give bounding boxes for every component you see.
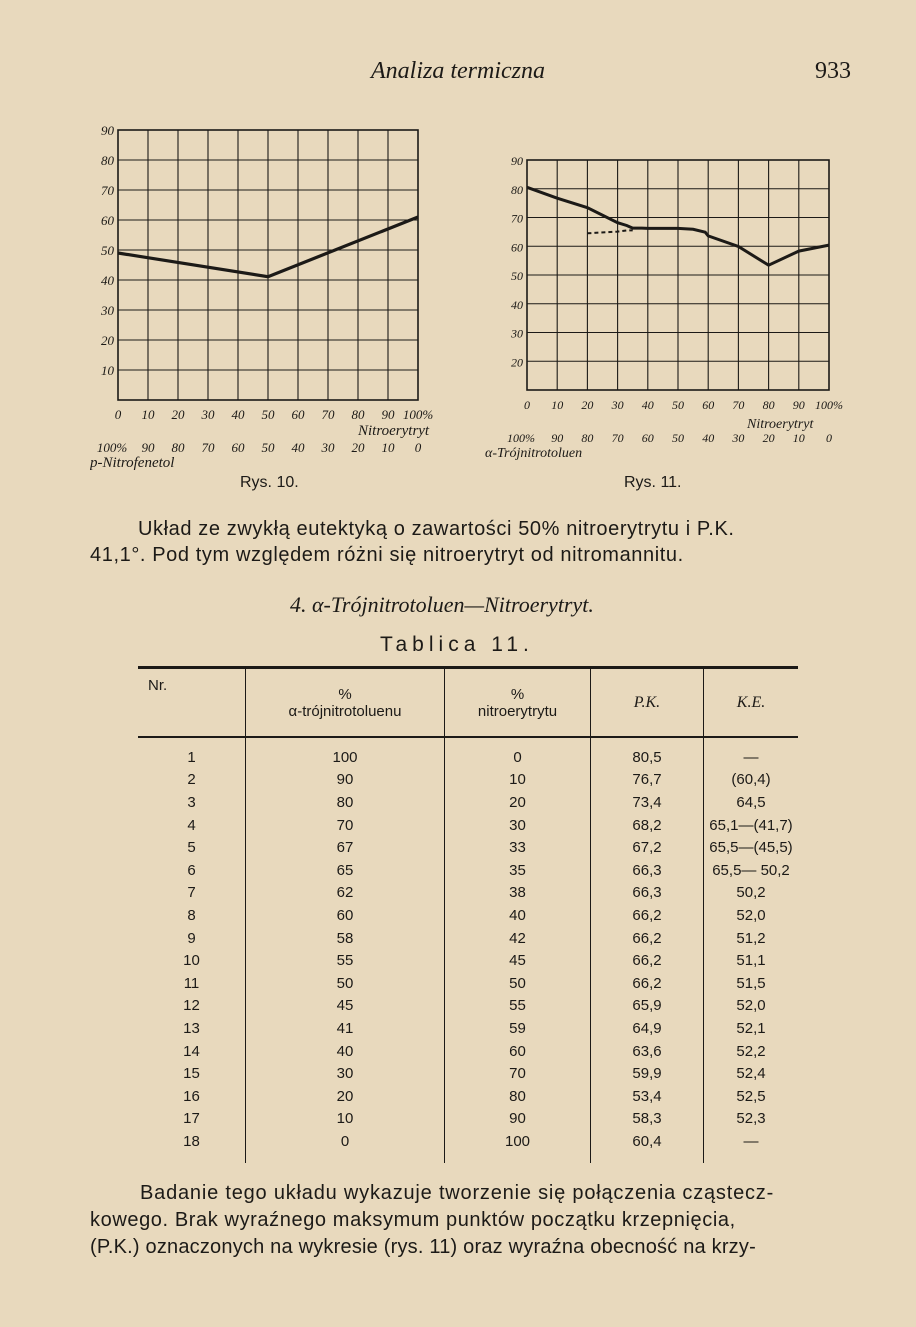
x-tick-label: 30	[321, 440, 335, 455]
cell-nr: 17	[183, 1110, 200, 1128]
cell-ke: 50,2	[704, 882, 799, 905]
table-row	[138, 882, 798, 905]
x-tick-label: 70	[321, 407, 335, 422]
cell-b-percent: 59	[445, 1017, 591, 1040]
x-tick-label: 100%	[507, 431, 535, 445]
cell-a-percent: 45	[246, 995, 445, 1018]
y-tick-label: 50	[101, 243, 114, 258]
cell-nr: 14	[183, 1042, 200, 1060]
header-a	[246, 668, 445, 738]
cell-a-percent: 90	[246, 769, 445, 792]
cell-b-percent: 20	[445, 791, 591, 814]
cell-b-percent: 50	[445, 972, 591, 995]
cell-b-percent: 80	[445, 1085, 591, 1108]
cell-nr: 1	[187, 748, 196, 766]
y-tick-label: 30	[511, 326, 523, 341]
cell-pk: 64,9	[591, 1017, 704, 1040]
cell-pk: 68,2	[591, 814, 704, 837]
header-ke: K.E.	[704, 668, 799, 738]
cell-ke: (60,4)	[704, 769, 799, 792]
cell-pk: 63,6	[591, 1040, 704, 1063]
cell-ke: 64,5	[704, 791, 799, 814]
table-row	[138, 836, 798, 859]
fig10-x-ticks-bottom	[97, 440, 422, 455]
cell-pk: 80,5	[591, 737, 704, 769]
cell-nr: 4	[187, 816, 196, 834]
x-tick-label: 30	[732, 431, 745, 445]
y-tick-label: 20	[511, 355, 523, 370]
x-tick-label: 20	[171, 407, 185, 422]
header-b-percent: %	[510, 685, 525, 703]
table-row	[138, 1085, 798, 1108]
cell-a-percent: 60	[246, 904, 445, 927]
header-b-name: nitroerytrytu	[477, 702, 558, 720]
cell-ke: 52,2	[704, 1040, 799, 1063]
x-tick-label: 40	[291, 440, 305, 455]
cell-b-percent: 30	[445, 814, 591, 837]
fig10-x-label-bottom: p-Nitrofenetol	[90, 455, 175, 470]
cell-pk: 66,2	[591, 927, 704, 950]
cell-b-percent: 70	[445, 1062, 591, 1085]
fig10-grid	[118, 130, 418, 400]
cell-a-percent: 100	[246, 737, 445, 769]
cell-pk: 66,2	[591, 949, 704, 972]
fig11-y-ticks	[510, 154, 523, 369]
x-tick-label: 40	[641, 398, 654, 412]
cell-ke: 65,5—(45,5)	[704, 836, 799, 859]
y-tick-label: 10	[101, 363, 114, 378]
cell-pk: 53,4	[591, 1085, 704, 1108]
fig10-x-label-top: Nitroerytryt	[358, 423, 430, 439]
x-tick-label: 80	[581, 431, 594, 445]
cell-a-percent: 10	[246, 1108, 445, 1131]
fig10-caption: Rys. 10.	[240, 474, 299, 491]
cell-a-percent: 80	[246, 791, 445, 814]
table-11	[138, 666, 798, 1163]
x-tick-label: 50	[261, 440, 275, 455]
y-tick-label: 60	[101, 213, 114, 228]
fig11-x-ticks-bottom	[507, 431, 832, 445]
cell-a-percent: 70	[246, 814, 445, 837]
cell-nr: 12	[183, 997, 200, 1015]
table-row	[138, 737, 798, 769]
x-tick-label: 70	[732, 398, 745, 412]
cell-pk: 73,4	[591, 791, 704, 814]
fig11-grid	[527, 160, 829, 390]
cell-pk: 67,2	[591, 836, 704, 859]
cell-nr: 16	[183, 1087, 200, 1105]
fig11-caption: Rys. 11.	[624, 474, 682, 491]
x-tick-label: 80	[351, 407, 365, 422]
y-tick-label: 20	[101, 333, 114, 348]
cell-b-percent: 38	[445, 882, 591, 905]
x-tick-label: 90	[141, 440, 155, 455]
cell-ke: 51,2	[704, 927, 799, 950]
x-tick-label: 0	[826, 431, 832, 445]
cell-nr: 13	[183, 1019, 200, 1037]
cell-b-percent: 60	[445, 1040, 591, 1063]
cell-nr: 9	[187, 929, 196, 947]
x-tick-label: 90	[792, 398, 805, 412]
cell-ke: 52,0	[704, 995, 799, 1018]
table-row	[138, 995, 798, 1018]
cell-ke: 52,5	[704, 1085, 799, 1108]
cell-pk: 66,3	[591, 859, 704, 882]
table-row	[138, 904, 798, 927]
x-tick-label: 60	[641, 431, 654, 445]
y-tick-label: 80	[511, 182, 523, 197]
x-tick-label: 50	[672, 431, 684, 445]
x-tick-label: 90	[381, 407, 395, 422]
x-tick-label: 20	[762, 431, 775, 445]
x-tick-label: 100%	[402, 407, 434, 422]
cell-a-percent: 55	[246, 949, 445, 972]
cell-nr: 3	[187, 793, 196, 811]
cell-b-percent: 33	[445, 836, 591, 859]
x-tick-label: 10	[381, 440, 395, 455]
fig11-x-ticks-top	[524, 398, 843, 412]
cell-pk: 59,9	[591, 1062, 704, 1085]
table-row	[138, 814, 798, 837]
fig11-x-label-top: Nitroerytryt	[747, 417, 814, 432]
cell-a-percent: 62	[246, 882, 445, 905]
cell-a-percent: 30	[246, 1062, 445, 1085]
cell-pk: 66,2	[591, 904, 704, 927]
x-tick-label: 80	[171, 440, 185, 455]
x-tick-label: 100%	[96, 440, 128, 455]
cell-ke: 52,0	[704, 904, 799, 927]
cell-a-percent: 50	[246, 972, 445, 995]
y-tick-label: 70	[101, 183, 114, 198]
cell-ke: —	[704, 737, 799, 769]
cell-b-percent: 45	[445, 949, 591, 972]
y-tick-label: 60	[511, 240, 523, 255]
table-title: Tablica 11.	[380, 633, 534, 656]
cell-nr: 18	[183, 1132, 200, 1150]
cell-b-percent: 55	[445, 995, 591, 1018]
x-tick-label: 60	[702, 398, 715, 412]
cell-a-percent: 58	[246, 927, 445, 950]
fig11-dashed-line	[587, 230, 632, 233]
fig10-x-ticks-top	[115, 407, 434, 422]
cell-nr: 6	[187, 861, 196, 879]
header-a-name: α-trójnitrotoluenu	[288, 702, 402, 720]
y-tick-label: 70	[511, 211, 523, 226]
figure-rys-10	[90, 120, 460, 470]
x-tick-label: 40	[702, 431, 715, 445]
table-header-row	[138, 668, 798, 738]
paragraph-2-line-3: (P.K.) oznaczonych na wykresie (rys. 11) oraz wyraźna obecność na krzy-	[90, 1236, 756, 1258]
x-tick-label: 20	[351, 440, 365, 455]
x-tick-label: 80	[762, 398, 775, 412]
table-row	[138, 927, 798, 950]
header-b	[445, 668, 591, 738]
running-header-title: Analiza termiczna	[371, 58, 545, 84]
cell-b-percent: 90	[445, 1108, 591, 1131]
cell-pk: 60,4	[591, 1130, 704, 1163]
x-tick-label: 0	[414, 440, 422, 455]
table-row	[138, 1108, 798, 1131]
cell-b-percent: 10	[445, 769, 591, 792]
cell-ke: —	[704, 1130, 799, 1163]
table-row	[138, 1062, 798, 1085]
paragraph-1-line-2: 41,1°. Pod tym względem różni się nitroerytryt od nitromannitu.	[90, 544, 684, 566]
x-tick-label: 10	[792, 431, 805, 445]
y-tick-label: 40	[511, 297, 523, 312]
y-tick-label: 40	[101, 273, 114, 288]
x-tick-label: 50	[261, 407, 275, 422]
cell-nr: 5	[187, 839, 196, 857]
cell-b-percent: 42	[445, 927, 591, 950]
cell-a-percent: 65	[246, 859, 445, 882]
cell-nr: 2	[187, 771, 196, 789]
table-row	[138, 1040, 798, 1063]
cell-b-percent: 0	[445, 737, 591, 769]
cell-a-percent: 67	[246, 836, 445, 859]
x-tick-label: 40	[231, 407, 245, 422]
cell-pk: 65,9	[591, 995, 704, 1018]
section-heading: 4. α-Trójnitrotoluen—Nitroerytryt.	[290, 592, 594, 617]
figure-rys-11	[485, 140, 860, 470]
x-tick-label: 100%	[815, 398, 843, 412]
y-tick-label: 50	[511, 269, 523, 283]
y-tick-label: 90	[511, 154, 523, 168]
page-number: 933	[815, 58, 851, 84]
cell-ke: 65,1—(41,7)	[704, 814, 799, 837]
x-tick-label: 60	[231, 440, 245, 455]
table-row	[138, 1017, 798, 1040]
x-tick-label: 0	[114, 407, 122, 422]
header-a-percent: %	[338, 685, 352, 703]
cell-nr: 11	[183, 974, 200, 992]
y-tick-label: 80	[101, 153, 114, 168]
cell-nr: 15	[183, 1065, 200, 1083]
table-row	[138, 769, 798, 792]
x-tick-label: 30	[201, 407, 215, 422]
fig11-x-label-bottom: α-Trójnitrotoluen	[485, 446, 583, 461]
cell-nr: 7	[187, 884, 196, 902]
table-row	[138, 791, 798, 814]
paragraph-2-line-1: Badanie tego układu wykazuje tworzenie się połączenia cząstecz-	[140, 1182, 775, 1204]
x-tick-label: 70	[611, 431, 624, 445]
table-row	[138, 1130, 798, 1163]
cell-nr: 10	[183, 952, 200, 970]
paragraph-2-line-2: kowego. Brak wyraźnego maksymum punktów początku krzepnięcia,	[90, 1209, 736, 1231]
cell-ke: 52,3	[704, 1108, 799, 1131]
cell-a-percent: 20	[246, 1085, 445, 1108]
fig10-y-ticks	[100, 123, 115, 378]
x-tick-label: 10	[551, 398, 564, 412]
table-row	[138, 972, 798, 995]
cell-pk: 66,2	[591, 972, 704, 995]
cell-ke: 51,1	[704, 949, 799, 972]
cell-b-percent: 100	[445, 1130, 591, 1163]
x-tick-label: 90	[551, 431, 564, 445]
header-nr: Nr.	[138, 668, 246, 738]
y-tick-label: 90	[101, 123, 114, 138]
table-body	[138, 737, 798, 1163]
x-tick-label: 50	[672, 398, 684, 412]
cell-b-percent: 40	[445, 904, 591, 927]
cell-a-percent: 41	[246, 1017, 445, 1040]
x-tick-label: 30	[611, 398, 624, 412]
cell-ke: 52,4	[704, 1062, 799, 1085]
x-tick-label: 20	[581, 398, 594, 412]
x-tick-label: 70	[201, 440, 215, 455]
cell-nr: 8	[187, 906, 196, 924]
x-tick-label: 60	[291, 407, 305, 422]
table-row	[138, 949, 798, 972]
cell-ke: 52,1	[704, 1017, 799, 1040]
cell-ke: 51,5	[704, 972, 799, 995]
cell-a-percent: 0	[246, 1130, 445, 1163]
x-tick-label: 10	[141, 407, 155, 422]
cell-b-percent: 35	[445, 859, 591, 882]
table-row	[138, 859, 798, 882]
cell-pk: 66,3	[591, 882, 704, 905]
x-tick-label: 0	[524, 398, 530, 412]
header-pk: P.K.	[591, 668, 704, 738]
y-tick-label: 30	[101, 303, 114, 318]
cell-pk: 76,7	[591, 769, 704, 792]
paragraph-1-line-1: Układ ze zwykłą eutektyką o zawartości 50% nitroerytrytu i P.K.	[138, 518, 735, 540]
cell-a-percent: 40	[246, 1040, 445, 1063]
cell-ke: 65,5— 50,2	[704, 859, 799, 882]
cell-pk: 58,3	[591, 1108, 704, 1131]
